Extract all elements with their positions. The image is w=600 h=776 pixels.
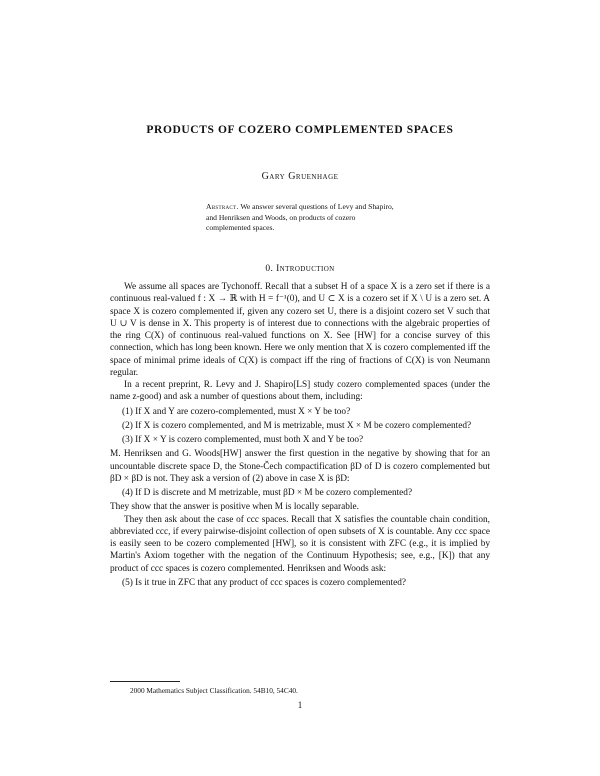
author-name: Gary Gruenhage <box>261 171 339 182</box>
paragraph: They show that the answer is positive when M is locally separable. <box>110 502 359 513</box>
paragraph: We assume all spaces are Tychonoff. Recall that a subset H of a space X is a zero set if there is a continuous real-valued f : X → ℝ with H = f⁻¹(0), and U ⊂ X is a cozero set if X \ U is a zero set. A space X is cozero complemented if, given any cozero set U, there is a disjoint cozero set V such that U ∪ V is dense in X. This property is of interest due to connections with the algebraic properties of the ring C(X) of continuous real-valued functions on X. See [HW] for a concise survey of this connection, which has long been known. Here we only mention that X is cozero complemented iff the space of minimal prime ideals of C(X) is compact iff the ring of fractions of C(X) is von Neumann regular. <box>110 282 490 378</box>
section-heading: 0. Introduction <box>265 264 335 274</box>
paragraph: In a recent preprint, R. Levy and J. Shapiro[LS] study cozero complemented spaces (under the name z-good) and ask a number of questions about them, including: <box>110 380 490 403</box>
page-number: 1 <box>297 700 303 710</box>
body-text <box>110 281 490 591</box>
footnote-rule <box>110 681 180 682</box>
abstract-label: Abstract. <box>206 202 239 211</box>
abstract <box>206 202 401 234</box>
paragraph: They then ask about the case of ccc spaces. Recall that X satisfies the countable chain condition, abbreviated ccc, if every pairwise-disjoint collection of open subsets of X is countable. Any ccc space is easily seen to be cozero complemented [HW], so it is consistent with ZFC (e.g., it is implied by Martin's Axiom together with the negation of the Continuum Hypothesis; see, e.g., [K]) that any product of ccc spaces is cozero complemented. Henriksen and Woods ask: <box>110 514 490 574</box>
question-item: (3) If X × Y is cozero complemented, must both X and Y be too? <box>122 435 364 445</box>
paragraph: M. Henriksen and G. Woods[HW] answer the first question in the negative by showing that for an uncountable discrete space D, the Stone-Čech compactification βD of D is cozero complemented but βD × βD is not. They ask a version of (2) above in case X is βD: <box>110 449 490 484</box>
question-item: (4) If D is discrete and M metrizable, must βD × M be cozero complemented? <box>122 488 413 498</box>
question-item: (1) If X and Y are cozero-complemented, must X × Y be too? <box>122 406 351 417</box>
paper-title: PRODUCTS OF COZERO COMPLEMENTED SPACES <box>146 124 454 136</box>
question-item: (2) If X is cozero complemented, and M is metrizable, must X × M be cozero complemented? <box>122 420 472 431</box>
question-item: (5) Is it true in ZFC that any product of ccc spaces is cozero complemented? <box>122 577 406 588</box>
footnote: 2000 Mathematics Subject Classification. 54B10, 54C40. <box>130 686 298 695</box>
abstract-text: We answer several questions of Levy and Shapiro, and Henriksen and Woods, on products of cozero complemented spaces. <box>206 202 394 232</box>
